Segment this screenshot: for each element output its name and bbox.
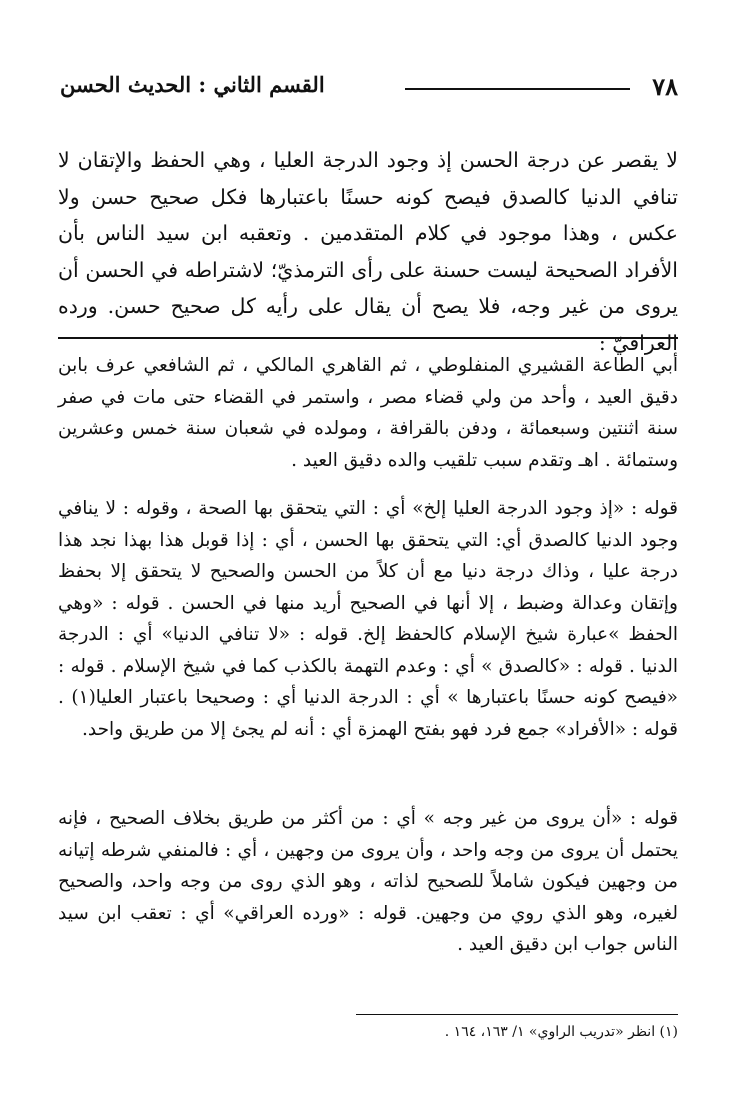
page-header (60, 72, 678, 106)
commentary-biography: أبي الطاعة القشيري المنفلوطي ، ثم القاهري المالكي ، ثم الشافعي عرف بابن دقيق العيد ، وأحد من ولي قضاء مصر ، واستمر في القضاء حتى مات في صفر سنة اثنتين وسبعمائة ، ودفن بالقرافة ، ومولده في شعبان سنة خمس وعشرين وستمائة . اهـ وتقدم سبب تلقيب والده دقيق العيد . (58, 355, 678, 471)
commentary-paragraph-1: قوله : «إذ وجود الدرجة العليا إلخ» أي : التي يتحقق بها الصحة ، وقوله : لا ينافي وجود الدنيا كالصدق أي: التي يتحقق بها الحسن ، أي : إذا قوبل هذا بهذا نجد هذا درجة عليا ، وذاك درجة دنيا مع أن كلاً من الحسن والصحيح لا يتحقق إلا بحفظ وإتقان وعدالة وضبط ، إلا أنها في الصحيح أريد منها في الحسن . قوله : «وهي الحفظ »عبارة شيخ الإسلام كالحفظ إلخ. قوله : «لا تنافي الدنيا» أي : الدرجة الدنيا . قوله : «كالصدق » أي : وعدم التهمة بالكذب كما في شيخ الإسلام . قوله : «فيصح كونه حسنًا باعتبارها » أي : الدرجة الدنيا أي : وصحيحا باعتبار العليا(١) . قوله : «الأفراد» جمع فرد فهو بفتح الهمزة أي : أنه لم يجئ إلا من طريق واحد. (58, 498, 678, 740)
main-text: لا يقصر عن درجة الحسن إذ وجود الدرجة العليا ، وهي الحفظ والإتقان لا تنافي الدنيا كالصدق فيصح كونه حسنًا باعتبارها فكل صحيح حسن ولا عكس ، وهذا موجود في كلام المتقدمين . وتعقبه ابن سيد الناس بأن الأفراد الصحيحة ليست حسنة على رأى الترمذيّ؛ لاشتراطه في الحسن أن يروى من غير وجه، فلا يصح أن يقال على رأيه كل صحيح حسن. ورده العراقيّ : (58, 148, 678, 355)
footnote-rule (356, 1014, 678, 1015)
section-divider (58, 337, 678, 339)
page-number: ٧٨ (652, 72, 678, 101)
commentary-paragraph-2: قوله : «أن يروى من غير وجه » أي : من أكثر من طريق بخلاف الصحيح ، فإنه يحتمل أن يروى من وجه واحد ، وأن يروى من وجهين ، أي : فالمنفي شرطه إتيانه من وجهين فيكون شاملاً للصحيح لذاته ، وهو الذي روى من وجه واحد، والصحيح لغيره، وهو الذي روي من وجهين. قوله : «ورده العراقي» أي : تعقب ابن سيد الناس جواب ابن دقيق العيد . (58, 808, 678, 955)
footnote: (١) انظر «تدريب الراوي» ١/ ١٦٣، ١٦٤ . (444, 1024, 678, 1040)
header-rule (405, 88, 630, 90)
running-title: القسم الثاني : الحديث الحسن (60, 72, 325, 97)
